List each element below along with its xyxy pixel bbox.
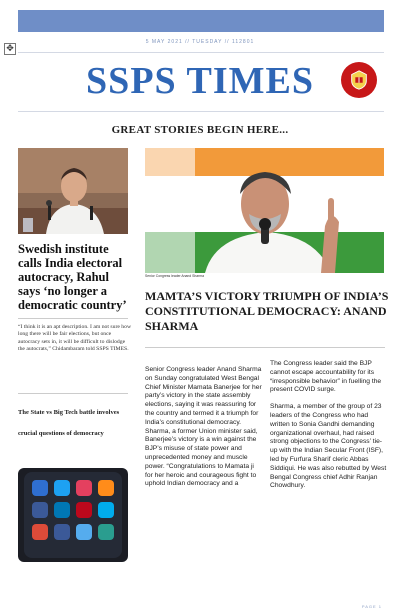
main-story-photo [145,148,384,273]
tagline: GREAT STORIES BEGIN HERE... [111,124,289,136]
move-handle-icon[interactable]: ✥ [4,43,16,55]
header-bar [18,10,384,32]
masthead-title: SSPS TIMES [86,60,314,102]
left-story-kicker: The State vs Big Tech battle involves crucial questions of democracy [18,409,120,437]
social-apps-photo [18,468,128,562]
main-story-paragraph: Sharma, a member of the group of 23 leaders of the Congress who had written to Sonia Gandhi demanding organizational overhaul, had raised strong objections to the Congress’ tie-up with the Indian Secular Front (ISF), led by Furfura Sharif cleric Abbas Siddiqui. He was also rebutted by West Bengal Congress chief Adhir Ranjan Chowdhury. [270,403,387,490]
divider [18,111,384,112]
main-story-paragraph: Senior Congress leader Anand Sharma on Sunday congratulated West Bengal Chief Minister Mamata Banerjee for her party’s victory in the state assembly elections, saying it was reassuring for the country and termed it a triumph for India’s constitutional democracy. Sharma, a former Union minister said, Banerjee’s victory is a win against the BJP’s misuse of state power and unprecedented money and muscle power. “Congratulations to Mamata ji for her heroic and courageous fight to uphold Indian democracy and a [145,366,262,488]
divider [18,318,128,319]
main-story-column-1 [145,366,262,489]
main-story-column-2 [270,360,388,491]
dateline: 5 MAY 2021 // TUESDAY // 112801 [145,39,255,45]
main-story-headline: MAMTA’S VICTORY TRIUMPH OF INDIA’S CONSTITUTIONAL DEMOCRACY: ANAND SHARMA [145,289,389,333]
left-story-photo [18,148,128,234]
page-number: PAGE 1 [361,604,382,609]
photo-caption: Senior Congress leader Anand Sharma [145,274,204,278]
divider [18,52,384,53]
left-story-quote: “I think it is an apt description. I am not sure how long there will be fair elections, but once autocracy sets in, it will be difficult to dislodge the autocrats,” Chidambaram told SSPS TIMES. [18,324,132,352]
left-story-headline: Swedish institute calls India electoral autocracy, Rahul says ‘no longer a democratic country’ [18,242,127,312]
divider [18,393,128,394]
school-crest-icon [341,62,377,98]
main-story-paragraph: The Congress leader said the BJP cannot escape accountability for its “irresponsible behavior” in fuelling the present COVID surge. [270,360,382,394]
divider [145,347,385,348]
